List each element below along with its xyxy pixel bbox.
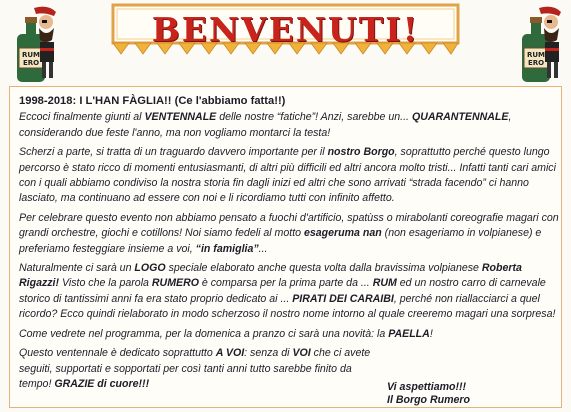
text-run: che ci avete seguiti, supportati e sopportati per così tanti anni tutto sarebbe finito da tempo! bbox=[19, 347, 371, 390]
paragraph-4 bbox=[19, 261, 559, 323]
text-run-bold: RUMERO bbox=[151, 277, 199, 290]
text-run: Visto che la parola bbox=[59, 277, 152, 290]
page-title: BENVENUTI! bbox=[151, 10, 420, 49]
pirate-bottle-right-icon bbox=[509, 4, 567, 86]
text-run-bold: VENTENNALE bbox=[144, 111, 217, 124]
text-run: (non esageriamo in volpianese) e preferiamo festeggiare insieme a voi, bbox=[19, 227, 542, 255]
svg-text:ERO: ERO bbox=[22, 59, 40, 67]
text-run-bold: RUM bbox=[372, 277, 397, 290]
text-run: , considerando due feste l'anno, ma non vogliamo montarci la testa! bbox=[19, 111, 512, 139]
text-run: Naturalmente ci sarà un bbox=[19, 262, 135, 275]
paragraph-5 bbox=[19, 327, 559, 342]
text-run: , soprattutto perché questo lungo percorso è stato ricco di momenti entusiasmanti, di altri più difficili ed altri ancora molto tristi... Infatti tanti cari amici con i quali abbiamo condiviso la nostra storia fin dagli inizi ed altri che sono arrivati “strada facendo” ci hanno lasciato, ma continuano ad essere con noi e li ricordiamo tutti con infinito affetto. bbox=[19, 146, 556, 205]
text-run-bold: nostro Borgo bbox=[327, 146, 395, 159]
text-run: Questo ventennale è dedicato soprattutto bbox=[19, 347, 216, 360]
text-run-bold: LOGO bbox=[134, 262, 166, 275]
article-heading: 1998-2018: I L'HAN FÀGLIA!! (Ce l'abbiamo fatta!!) bbox=[19, 95, 286, 107]
pirate-bottle-left-icon bbox=[4, 4, 62, 86]
text-run-bold: A VOI bbox=[215, 347, 245, 360]
text-run-bold: esageruma nan bbox=[304, 227, 382, 240]
text-run: ed un nostro carro di carnevale storico di tantissimi anni fa era stato proprio dedicato ai ... bbox=[19, 277, 546, 305]
paragraph-3 bbox=[19, 211, 559, 257]
text-run: Scherzi a parte, si tratta di un traguardo davvero importante per il bbox=[19, 146, 328, 159]
text-run: Come vedrete nel programma, per la domenica a pranzo ci sarà una novità: la bbox=[19, 327, 389, 340]
signature bbox=[387, 381, 470, 407]
svg-text:RUM: RUM bbox=[526, 51, 546, 59]
text-run-bold: QUARANTENNALE bbox=[411, 111, 509, 124]
text-run: ... bbox=[258, 242, 268, 255]
paragraph-1 bbox=[19, 110, 559, 141]
text-run: Eccoci finalmente giunti al bbox=[19, 111, 145, 124]
text-run: , perché non riallacciarci a quel ricordo? Ecco quindi rielaborato in modo scherzoso il nostro nome intorno al quale creeremo magari una sorpresa! bbox=[19, 292, 556, 321]
paragraph-6 bbox=[19, 346, 379, 392]
text-run: ! bbox=[429, 327, 433, 340]
text-run: : senza di bbox=[244, 347, 293, 360]
paragraph-2 bbox=[19, 145, 559, 207]
text-run: speciale elaborato anche questa volta dalla bravissima volpianese bbox=[165, 262, 482, 275]
text-run-bold: PIRATI DEI CARAIBI bbox=[292, 292, 394, 305]
article-body bbox=[19, 94, 559, 396]
signature-line-1: Vi aspettiamo!!! bbox=[387, 381, 467, 393]
svg-text:ERO: ERO bbox=[527, 59, 545, 67]
text-run-bold: PAELLA bbox=[388, 327, 430, 340]
text-run-bold: Roberta Rigazzi! bbox=[19, 262, 522, 290]
text-run-bold: VOI bbox=[292, 347, 311, 360]
text-run: è comparsa per la prima parte da ... bbox=[198, 277, 373, 290]
text-run-bold: “in famiglia” bbox=[195, 242, 259, 255]
text-run-bold: GRAZIE di cuore!!! bbox=[54, 377, 150, 390]
svg-text:RUM: RUM bbox=[21, 51, 41, 59]
text-run: delle nostre “fatiche”! Anzi, sarebbe un... bbox=[216, 111, 412, 124]
signature-line-2: Il Borgo Rumero bbox=[387, 394, 470, 406]
text-run: Per celebrare questo evento non abbiamo pensato a fuochi d'artificio, spatùss o mirabolanti coreografie magari con grandi orchestre, giochi e cotillons! Noi siamo fedeli al motto bbox=[19, 211, 559, 240]
welcome-banner bbox=[107, 2, 464, 58]
